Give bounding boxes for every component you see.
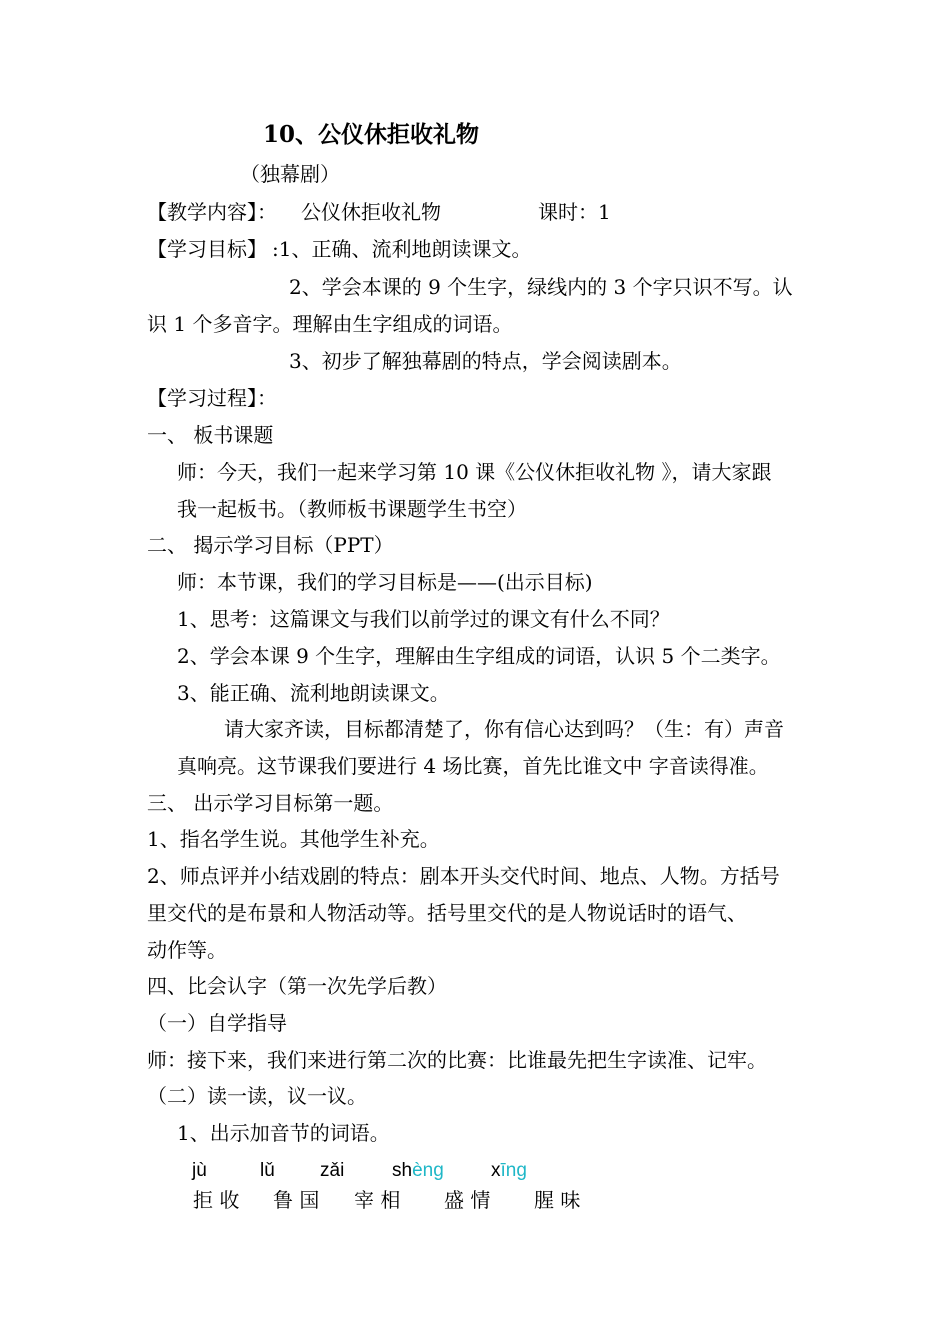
- word-xing-wei: 腥 味: [534, 1188, 581, 1212]
- section-2-item-2: 2、学会本课 9 个生字，理解由生字组成的词语，认识 5 个二类字。: [177, 644, 781, 668]
- section-3-item-2-line-3: 动作等。: [147, 938, 227, 962]
- section-2-text-line-2: 真响亮。这节课我们要进行 4 场比赛，首先比谁文中 字音读得准。: [177, 754, 769, 778]
- pinyin-ju: jù: [192, 1160, 207, 1181]
- section-3-item-2-line-2: 里交代的是布景和人物活动等。括号里交代的是人物说话时的语气、: [147, 901, 747, 925]
- pinyin-xing-final: īng: [500, 1160, 527, 1181]
- section-4-text: 师：接下来，我们来进行第二次的比赛：比谁最先把生字读准、记牢。: [147, 1048, 767, 1072]
- goal-2-line-2: 识 1 个多音字。理解由生字组成的词语。: [147, 312, 513, 336]
- word-ju-shou: 拒 收: [193, 1188, 240, 1212]
- section-1-text-line-2: 我一起板书。（教师板书课题学生书空）: [177, 497, 527, 521]
- goal-3: 3、初步了解独幕剧的特点，学会阅读剧本。: [289, 349, 682, 373]
- section-2-heading: 二、 揭示学习目标（PPT）: [147, 533, 394, 557]
- pinyin-lu: lǔ: [260, 1160, 275, 1181]
- section-2-item-3: 3、能正确、流利地朗读课文。: [177, 681, 450, 705]
- goal-2-line-1: 2、学会本课的 9 个生字，绿线内的 3 个字只识不写。认: [289, 275, 793, 299]
- content-value: 公仪休拒收礼物: [301, 200, 441, 224]
- section-4-sub-1: （一）自学指导: [147, 1011, 287, 1035]
- content-label: 【教学内容】：: [147, 200, 277, 224]
- section-1-text-line-1: 师：今天，我们一起来学习第 10 课《公仪休拒收礼物 》，请大家跟: [177, 460, 772, 484]
- section-1-heading: 一、 板书课题: [147, 423, 274, 447]
- class-period: 课时：1: [538, 200, 611, 224]
- section-2-text-line-1: 请大家齐读，目标都清楚了，你有信心达到吗？（生：有）声音: [224, 717, 784, 741]
- process-label: 【学习过程】：: [147, 386, 277, 410]
- section-4-item-1: 1、出示加音节的词语。: [177, 1121, 390, 1145]
- word-zai-xiang: 宰 相: [354, 1188, 401, 1212]
- section-4-sub-2: （二）读一读，议一议。: [147, 1084, 367, 1108]
- pinyin-zai: zǎi: [320, 1160, 345, 1181]
- section-3-heading: 三、 出示学习目标第一题。: [147, 791, 394, 815]
- pinyin-xing-initial: x: [491, 1160, 501, 1181]
- section-2-intro: 师：本节课，我们的学习目标是——(出示目标): [177, 570, 593, 594]
- genre-subtitle: （独幕剧）: [240, 162, 340, 186]
- section-2-item-1: 1、思考：这篇课文与我们以前学过的课文有什么不同？: [177, 607, 670, 631]
- goal-1: :1、正确、流利地朗读课文。: [272, 237, 532, 261]
- pinyin-sheng-final: èng: [412, 1160, 444, 1181]
- section-3-item-1: 1、指名学生说。其他学生补充。: [147, 827, 440, 851]
- pinyin-sheng-initial: sh: [392, 1160, 413, 1181]
- word-sheng-qing: 盛 情: [444, 1188, 491, 1212]
- section-4-heading: 四、比会认字（第一次先学后教）: [147, 974, 447, 998]
- lesson-title: 10、公仪休拒收礼物: [263, 121, 480, 148]
- section-3-item-2-line-1: 2、师点评并小结戏剧的特点：剧本开头交代时间、地点、人物。方括号: [147, 864, 780, 888]
- pinyin-xing: [491, 1158, 527, 1184]
- goals-label: 【学习目标】: [147, 237, 267, 261]
- word-lu-guo: 鲁 国: [273, 1188, 320, 1212]
- pinyin-sheng: [392, 1158, 444, 1184]
